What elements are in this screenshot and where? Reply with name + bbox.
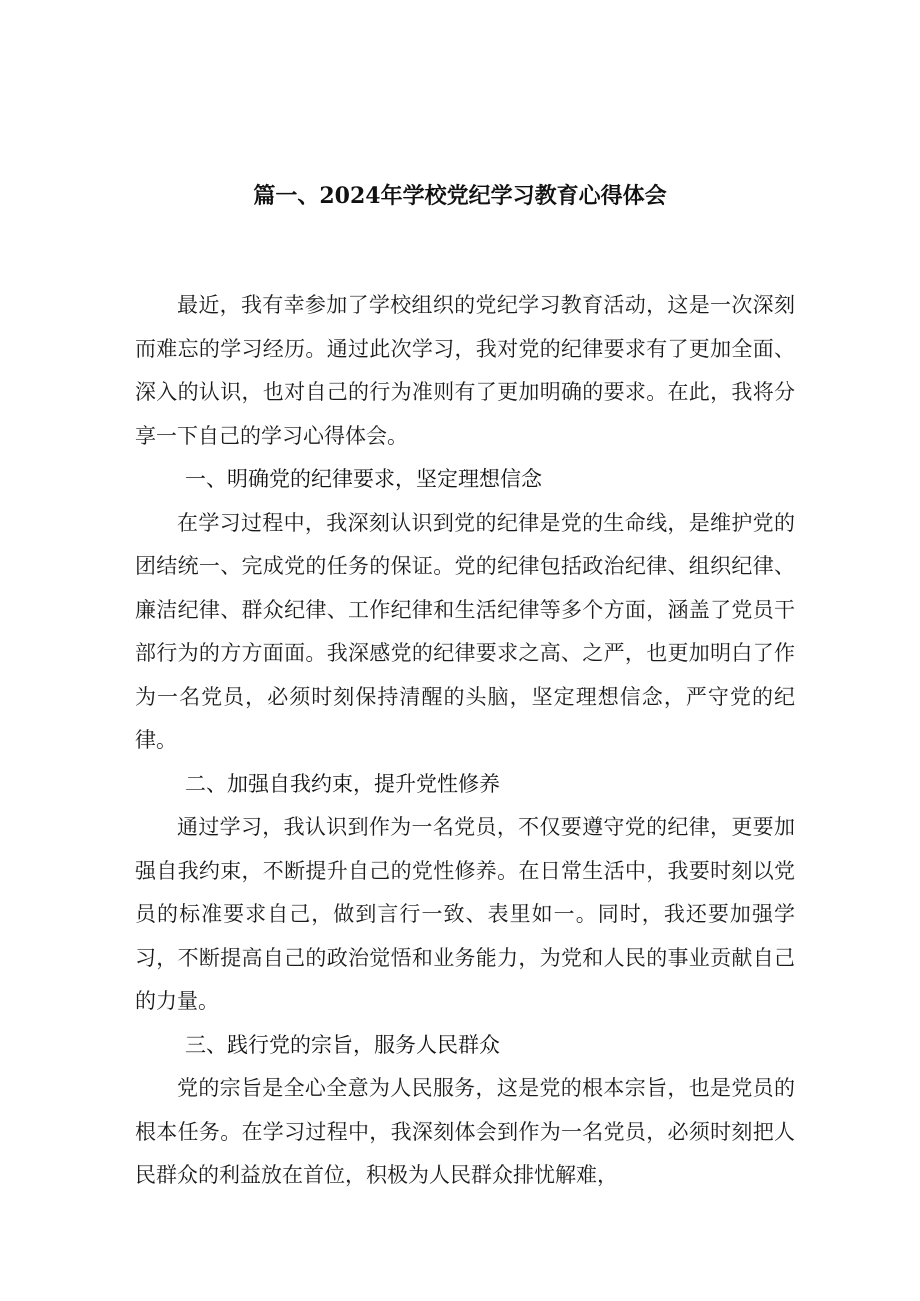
section-heading-3: 三、践行党的宗旨，服务人民群众	[185, 1032, 500, 1057]
intro-paragraph: 最近，我有幸参加了学校组织的党纪学习教育活动，这是一次深刻而难忘的学习经历。通过此次学习，我对党的纪律要求有了更加全面、深入的认识，也对自己的行为准则有了更加明确的要求。在此，我将分享一下自己的学习心得体会。	[135, 293, 795, 448]
section-paragraph-2: 通过学习，我认识到作为一名党员，不仅要遵守党的纪律，更要加强自我约束，不断提升自己的党性修养。在日常生活中，我要时刻以党员的标准要求自己，做到言行一致、表里如一。同时，我还要加强学习，不断提高自己的政治觉悟和业务能力，为党和人民的事业贡献自己的力量。	[135, 815, 795, 1013]
document-title: 篇一、2024年学校党纪学习教育心得体会	[253, 183, 667, 209]
section-paragraph-1: 在学习过程中，我深刻认识到党的纪律是党的生命线，是维护党的团结统一、完成党的任务的保证。党的纪律包括政治纪律、组织纪律、廉洁纪律、群众纪律、工作纪律和生活纪律等多个方面，涵盖了党员干部行为的方方面面。我深感党的纪律要求之高、之严，也更加明白了作为一名党员，必须时刻保持清醒的头脑，坚定理想信念，严守党的纪律。	[135, 510, 795, 752]
section-paragraph-3: 党的宗旨是全心全意为人民服务，这是党的根本宗旨，也是党员的根本任务。在学习过程中，我深刻体会到作为一名党员，必须时刻把人民群众的利益放在首位，积极为人民群众排忧解难，	[135, 1076, 795, 1187]
section-heading-1: 一、明确党的纪律要求，坚定理想信念	[185, 467, 542, 491]
section-heading-2: 二、加强自我约束，提升党性修养	[185, 771, 500, 796]
document-body	[135, 284, 795, 1198]
